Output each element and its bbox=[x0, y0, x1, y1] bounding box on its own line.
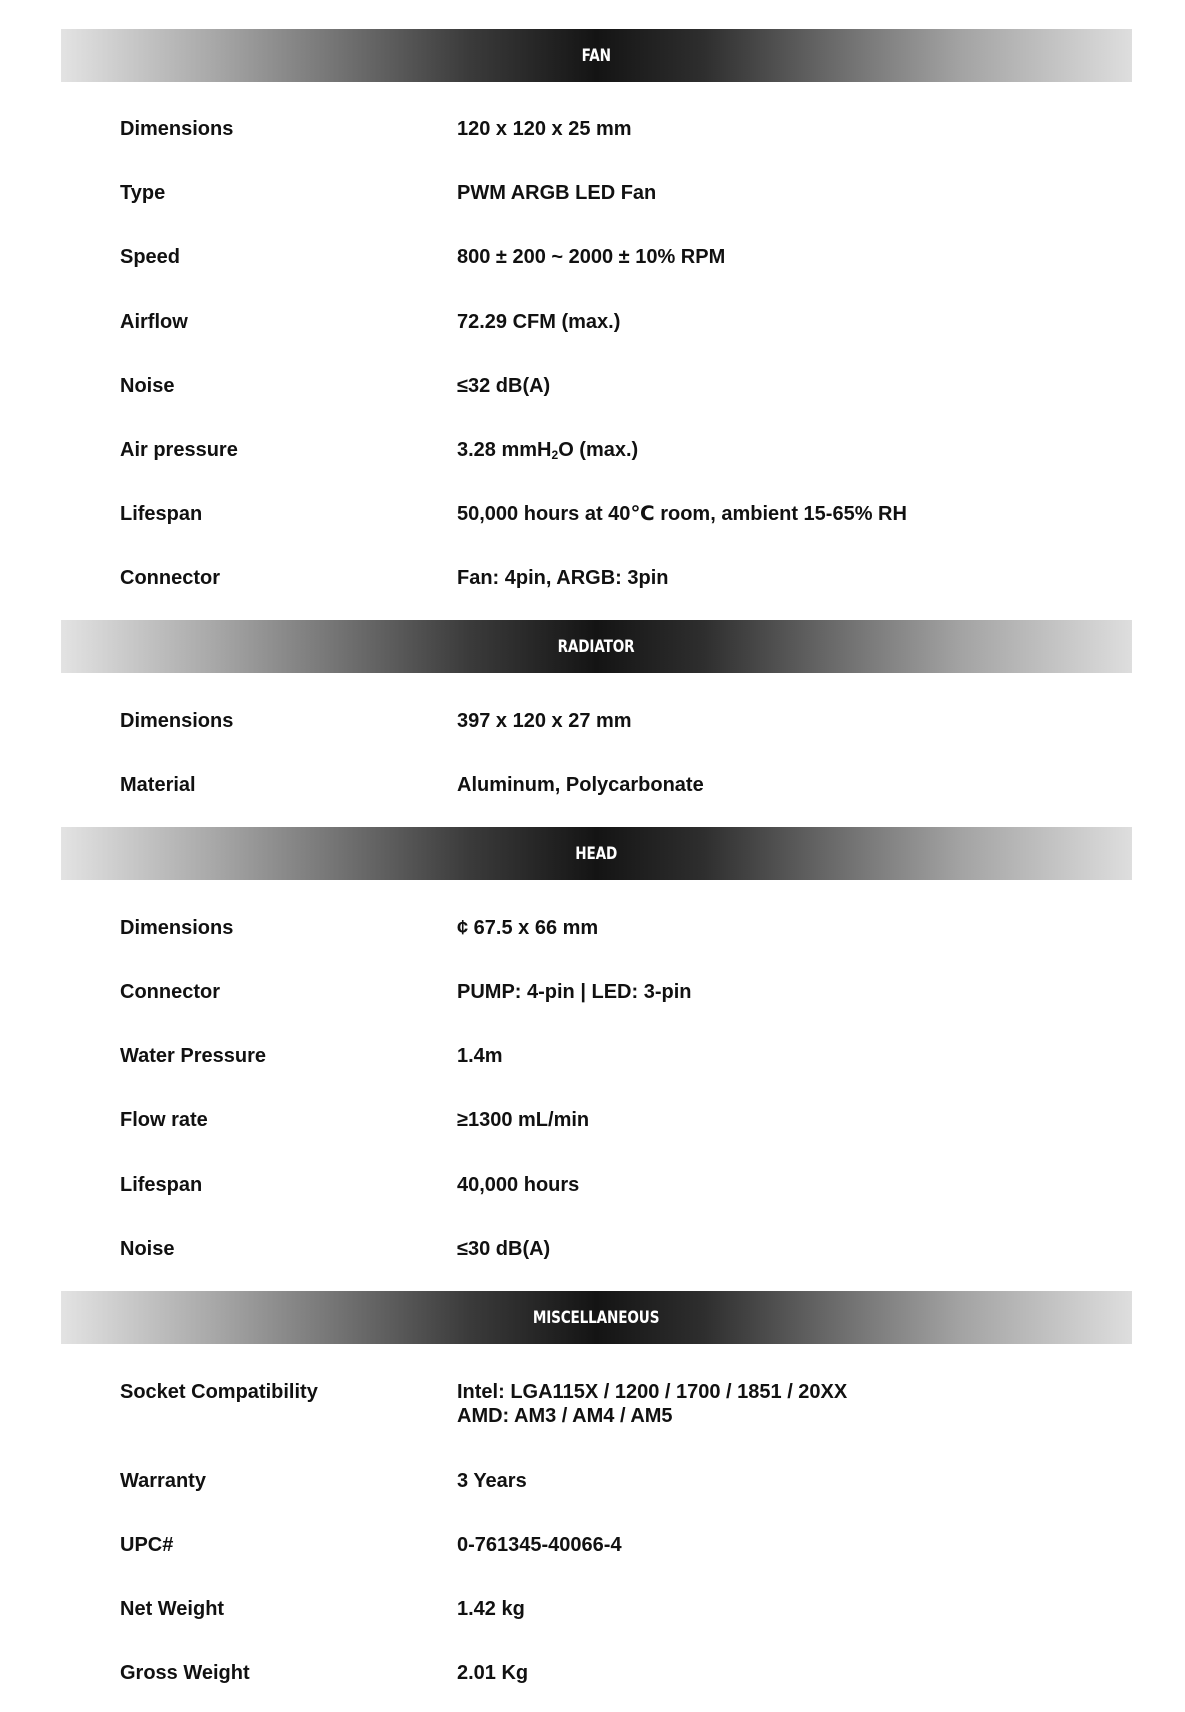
spec-label: Connector bbox=[120, 567, 220, 589]
spec-label: Noise bbox=[120, 1238, 175, 1260]
section-title: FAN bbox=[581, 45, 612, 66]
spec-label: Connector bbox=[120, 981, 220, 1003]
spec-label: Dimensions bbox=[120, 917, 234, 939]
spec-label: Gross Weight bbox=[120, 1662, 250, 1684]
value-prefix: 3.28 mmH bbox=[457, 439, 552, 461]
spec-row bbox=[0, 1237, 1185, 1277]
spec-value: ¢ 67.5 x 66 mm bbox=[457, 917, 599, 939]
spec-row bbox=[0, 916, 1185, 956]
spec-value: Fan: 4pin, ARGB: 3pin bbox=[457, 567, 669, 589]
spec-row bbox=[0, 245, 1185, 285]
spec-label: Water Pressure bbox=[120, 1045, 266, 1067]
section-header-fan bbox=[61, 29, 1132, 82]
spec-value: PUMP: 4-pin | LED: 3-pin bbox=[457, 981, 692, 1003]
spec-row bbox=[0, 310, 1185, 350]
spec-value: 2.01 Kg bbox=[457, 1662, 529, 1684]
spec-row bbox=[0, 773, 1185, 813]
value-suffix: O (max.) bbox=[558, 439, 639, 461]
spec-row bbox=[0, 1661, 1185, 1701]
spec-value: 1.42 kg bbox=[457, 1598, 525, 1620]
spec-row bbox=[0, 1469, 1185, 1509]
spec-row bbox=[0, 1108, 1185, 1148]
spec-value: 397 x 120 x 27 mm bbox=[457, 710, 632, 732]
spec-label: Speed bbox=[120, 246, 181, 268]
spec-value: 1.4m bbox=[457, 1045, 503, 1067]
spec-label: Air pressure bbox=[120, 439, 238, 461]
spec-row bbox=[0, 1044, 1185, 1084]
spec-value: 0-761345-40066-4 bbox=[457, 1534, 622, 1556]
spec-row bbox=[0, 980, 1185, 1020]
section-header-radiator bbox=[61, 620, 1132, 673]
spec-label: Type bbox=[120, 182, 166, 204]
section-title: HEAD bbox=[575, 843, 618, 864]
section-title: MISCELLANEOUS bbox=[533, 1307, 660, 1328]
spec-row bbox=[0, 709, 1185, 749]
spec-label: Dimensions bbox=[120, 710, 234, 732]
spec-row bbox=[0, 374, 1185, 414]
spec-label: Lifespan bbox=[120, 1174, 203, 1196]
spec-value-line-1: Intel: LGA115X / 1200 / 1700 / 1851 / 20XX bbox=[457, 1381, 848, 1403]
section-title: RADIATOR bbox=[558, 636, 635, 657]
spec-value bbox=[457, 438, 638, 462]
spec-row bbox=[0, 181, 1185, 221]
spec-row bbox=[0, 566, 1185, 606]
spec-row bbox=[0, 438, 1185, 478]
spec-label: Socket Compatibility bbox=[120, 1381, 318, 1403]
spec-label: Dimensions bbox=[120, 118, 234, 140]
spec-value: 40,000 hours bbox=[457, 1174, 580, 1196]
spec-row bbox=[0, 117, 1185, 157]
spec-label: Net Weight bbox=[120, 1598, 225, 1620]
spec-label: Noise bbox=[120, 375, 175, 397]
spec-row bbox=[0, 1533, 1185, 1573]
value-subscript: 2 bbox=[551, 448, 559, 462]
spec-value: 3 Years bbox=[457, 1470, 527, 1492]
spec-label: Flow rate bbox=[120, 1109, 208, 1131]
spec-value: 800 ± 200 ~ 2000 ± 10% RPM bbox=[457, 246, 726, 268]
spec-label: Warranty bbox=[120, 1470, 206, 1492]
section-header-miscellaneous bbox=[61, 1291, 1132, 1344]
spec-row bbox=[0, 1173, 1185, 1213]
spec-value: 120 x 120 x 25 mm bbox=[457, 118, 632, 140]
spec-label: Lifespan bbox=[120, 503, 203, 525]
spec-label: Airflow bbox=[120, 311, 188, 333]
spec-value: ≤30 dB(A) bbox=[457, 1238, 551, 1260]
spec-label: UPC# bbox=[120, 1534, 174, 1556]
spec-row bbox=[0, 1597, 1185, 1637]
spec-row bbox=[0, 502, 1185, 542]
spec-value: 72.29 CFM (max.) bbox=[457, 311, 621, 333]
spec-row bbox=[0, 1380, 1185, 1430]
spec-value: 50,000 hours at 40℃ room, ambient 15-65% RH bbox=[457, 503, 907, 525]
spec-label: Material bbox=[120, 774, 196, 796]
spec-value: Aluminum, Polycarbonate bbox=[457, 774, 704, 796]
section-header-head bbox=[61, 827, 1132, 880]
spec-value: PWM ARGB LED Fan bbox=[457, 182, 657, 204]
spec-value-line-2: AMD: AM3 / AM4 / AM5 bbox=[457, 1405, 673, 1427]
spec-value: ≥1300 mL/min bbox=[457, 1109, 590, 1131]
spec-value: ≤32 dB(A) bbox=[457, 375, 551, 397]
